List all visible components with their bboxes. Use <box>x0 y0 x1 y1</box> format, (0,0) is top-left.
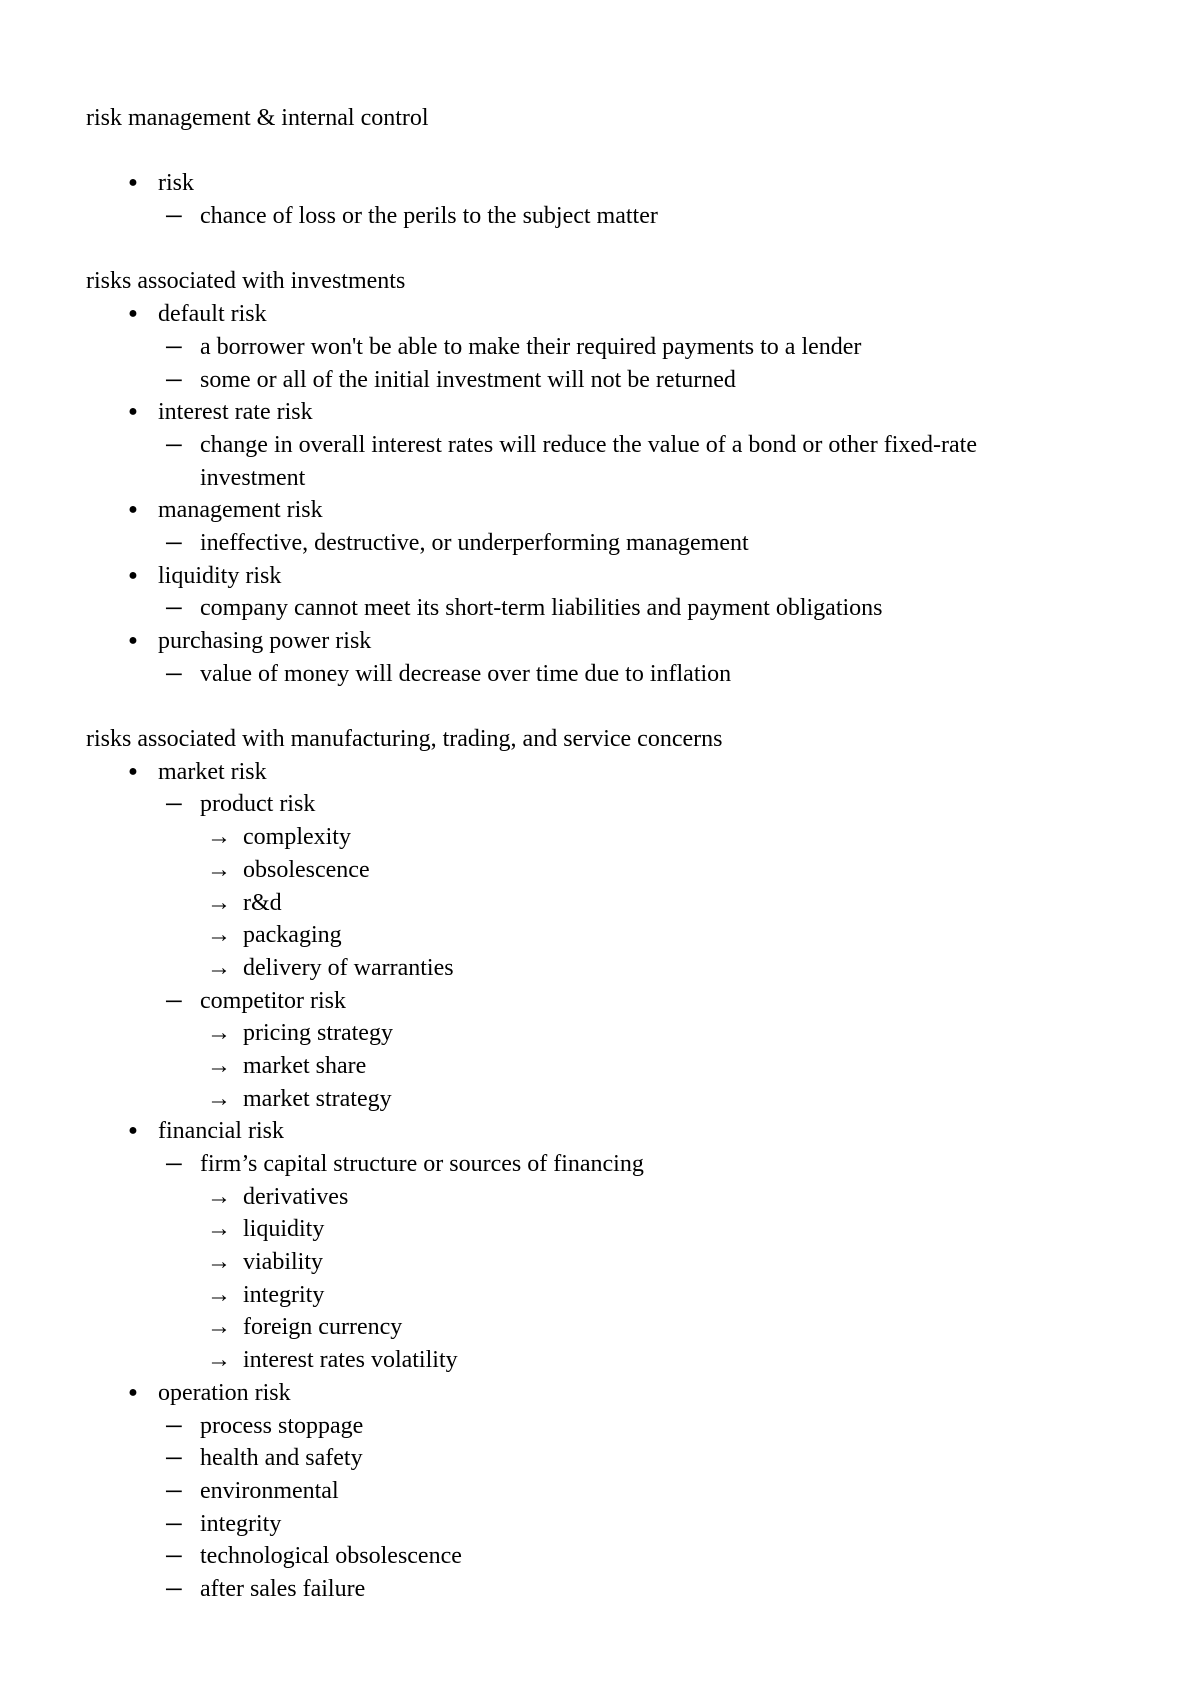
line-text: packaging <box>243 922 342 949</box>
dash-icon: ─ <box>166 1477 182 1503</box>
document-body <box>86 102 1146 1606</box>
dash-icon: ─ <box>166 1412 182 1438</box>
dash-icon: ─ <box>166 791 182 817</box>
line-text: liquidity <box>243 1216 325 1243</box>
line-text: health and safety <box>200 1445 363 1472</box>
line-text: management risk <box>158 497 323 524</box>
sub-item-continuation <box>86 462 1146 495</box>
dash-icon: ─ <box>166 1543 182 1569</box>
line-text: risk management & internal control <box>86 105 429 131</box>
arrow-icon: → <box>207 856 231 883</box>
line-text: after sales failure <box>200 1575 366 1602</box>
sub-sub-item <box>86 1083 1146 1116</box>
dash-icon: ─ <box>166 1445 182 1471</box>
blank-line <box>86 690 1146 723</box>
sub-sub-item <box>86 919 1146 952</box>
line-text: financial risk <box>158 1118 284 1145</box>
sub-sub-item <box>86 1181 1146 1214</box>
sub-sub-item <box>86 952 1146 985</box>
line-text: technological obsolescence <box>200 1543 462 1570</box>
bullet-item <box>86 756 1146 789</box>
bullet-item <box>86 396 1146 429</box>
sub-item <box>86 1442 1146 1475</box>
dash-icon: ─ <box>166 203 182 229</box>
dash-icon: ─ <box>166 366 182 392</box>
line-text: market strategy <box>243 1085 392 1112</box>
line-text: process stoppage <box>200 1412 364 1439</box>
bullet-icon: ● <box>128 501 138 519</box>
line-text: default risk <box>158 301 267 328</box>
line-text: purchasing power risk <box>158 628 372 654</box>
dash-icon: ─ <box>166 660 182 686</box>
sub-item <box>86 592 1146 625</box>
sub-item <box>86 985 1146 1018</box>
sub-sub-item <box>86 1050 1146 1083</box>
sub-item <box>86 1540 1146 1573</box>
line-text: change in overall interest rates will reduce the value of a bond or other fixed-rate <box>200 431 977 458</box>
sub-sub-item <box>86 1311 1146 1344</box>
line-text: operation risk <box>158 1379 291 1406</box>
section-heading <box>86 265 1146 298</box>
bullet-icon: ● <box>128 403 138 421</box>
sub-sub-item <box>86 1246 1146 1279</box>
arrow-icon: → <box>207 1314 231 1341</box>
dash-icon: ─ <box>166 431 182 457</box>
section-heading <box>86 102 1146 135</box>
arrow-icon: → <box>207 1281 231 1308</box>
line-text: some or all of the initial investment will not be returned <box>200 366 736 393</box>
line-text: liquidity risk <box>158 562 282 589</box>
sub-item <box>86 788 1146 821</box>
bullet-item <box>86 1377 1146 1410</box>
bullet-item <box>86 494 1146 527</box>
line-text: integrity <box>200 1510 282 1537</box>
line-text: integrity <box>243 1281 325 1308</box>
bullet-icon: ● <box>128 632 138 649</box>
dash-icon: ─ <box>166 1575 182 1601</box>
sub-sub-item <box>86 1279 1146 1312</box>
arrow-icon: → <box>207 922 231 949</box>
dash-icon: ─ <box>166 529 182 555</box>
sub-sub-item <box>86 1213 1146 1246</box>
bullet-icon: ● <box>128 566 138 584</box>
blank-line <box>86 233 1146 266</box>
sub-item <box>86 429 1146 462</box>
bullet-item <box>86 1115 1146 1148</box>
dash-icon: ─ <box>166 987 182 1013</box>
line-text: product risk <box>200 791 316 818</box>
sub-item <box>86 1508 1146 1541</box>
sub-item <box>86 1148 1146 1181</box>
sub-sub-item <box>86 854 1146 887</box>
line-text: company cannot meet its short-term liabilities and payment obligations <box>200 595 883 622</box>
line-text: delivery of warranties <box>243 954 454 981</box>
bullet-icon: ● <box>128 762 138 780</box>
line-text: interest rates volatility <box>243 1347 458 1374</box>
sub-item <box>86 1475 1146 1508</box>
bullet-icon: ● <box>128 1383 138 1401</box>
bullet-icon: ● <box>128 174 138 192</box>
arrow-icon: → <box>207 1183 231 1210</box>
arrow-icon: → <box>207 824 231 851</box>
sub-item <box>86 1410 1146 1443</box>
line-text: obsolescence <box>243 856 370 883</box>
arrow-icon: → <box>207 954 231 981</box>
line-text: foreign currency <box>243 1314 403 1341</box>
sub-item <box>86 364 1146 397</box>
bullet-icon: ● <box>128 305 138 323</box>
sub-item <box>86 658 1146 691</box>
arrow-icon: → <box>207 1020 231 1047</box>
line-text: risks associated with manufacturing, trading, and service concerns <box>86 726 723 753</box>
bullet-item <box>86 560 1146 593</box>
line-text: r&d <box>243 889 282 916</box>
line-text: competitor risk <box>200 987 346 1014</box>
arrow-icon: → <box>207 1249 231 1276</box>
line-text: environmental <box>200 1477 339 1504</box>
dash-icon: ─ <box>166 1151 182 1176</box>
sub-sub-item <box>86 821 1146 854</box>
dash-icon: ─ <box>166 595 182 621</box>
sub-item <box>86 331 1146 364</box>
line-text: market share <box>243 1052 367 1079</box>
line-text: a borrower won't be able to make their required payments to a lender <box>200 333 862 360</box>
sub-item <box>86 527 1146 560</box>
line-text: risk <box>158 170 194 197</box>
sub-sub-item <box>86 1017 1146 1050</box>
sub-sub-item <box>86 1344 1146 1377</box>
arrow-icon: → <box>207 1347 231 1374</box>
arrow-icon: → <box>207 889 231 916</box>
blank-line <box>86 135 1146 168</box>
dash-icon: ─ <box>166 1510 182 1536</box>
section-heading <box>86 723 1146 756</box>
line-text: chance of loss or the perils to the subject matter <box>200 203 658 230</box>
bullet-item <box>86 625 1146 658</box>
line-text: firm’s capital structure or sources of financing <box>200 1151 644 1177</box>
sub-sub-item <box>86 887 1146 920</box>
arrow-icon: → <box>207 1052 231 1079</box>
line-text: pricing strategy <box>243 1020 393 1047</box>
line-text: viability <box>243 1249 323 1276</box>
sub-item <box>86 1573 1146 1606</box>
bullet-icon: ● <box>128 1122 138 1140</box>
line-text: investment <box>200 464 306 491</box>
line-text: interest rate risk <box>158 399 313 426</box>
arrow-icon: → <box>207 1085 231 1112</box>
bullet-item <box>86 167 1146 200</box>
line-text: market risk <box>158 758 267 785</box>
line-text: complexity <box>243 824 351 851</box>
line-text: value of money will decrease over time due to inflation <box>200 660 732 687</box>
sub-item <box>86 200 1146 233</box>
arrow-icon: → <box>207 1216 231 1243</box>
line-text: derivatives <box>243 1183 349 1210</box>
line-text: risks associated with investments <box>86 268 406 295</box>
dash-icon: ─ <box>166 333 182 359</box>
bullet-item <box>86 298 1146 331</box>
line-text: ineffective, destructive, or underperforming management <box>200 529 749 556</box>
